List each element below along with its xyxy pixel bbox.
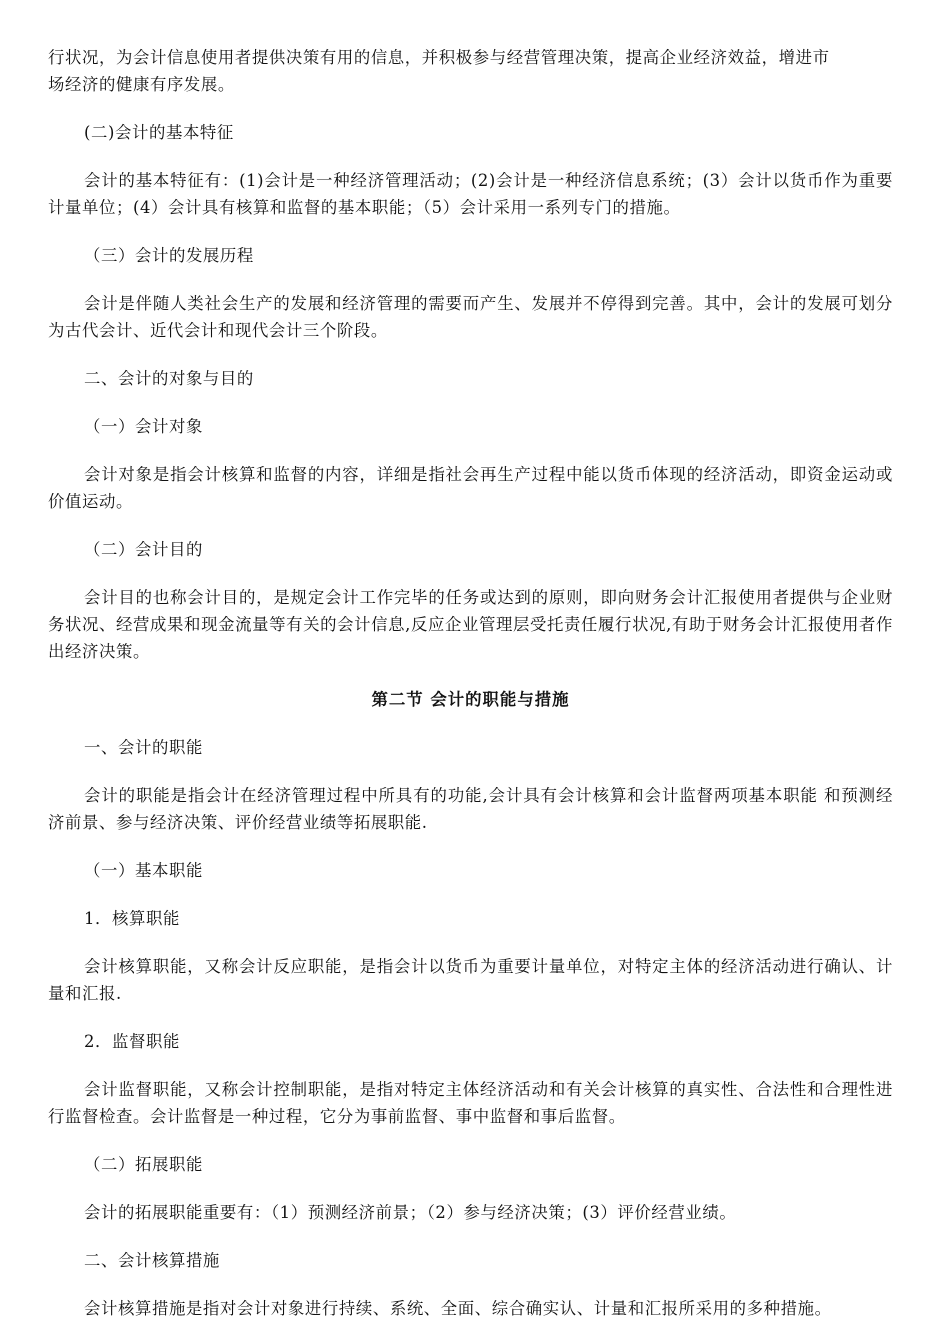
paragraph-accounting-function: [48, 953, 893, 1007]
document-page: [48, 44, 893, 1343]
subheading-accounting-purpose: （二）会计目的: [84, 540, 203, 559]
text-line: 计汇报使用者作出经济决策。: [48, 615, 893, 661]
paragraph-basic-characteristics: [48, 167, 893, 221]
text-line: 预测经济前景、参与经济决策、评价经营业绩等拓展职能.: [48, 786, 893, 832]
subheading-accounting-function: 1．核算职能: [84, 909, 180, 928]
paragraph-accounting-methods: [48, 1295, 893, 1322]
text-line: 会计的拓展职能重要有：（1）预测经济前景；（2）参与经济决策；(3）评价经营业绩。: [84, 1203, 737, 1222]
text-line: 会计的职能是指会计在经济管理过程中所具有的功能,会计具有会计核算和会计监督两项基本职能 和: [84, 786, 842, 805]
text-line: 会计对象是指会计核算和监督的内容，详细是指社会再生产过程中能以货币体现的经济活动，即资金: [84, 465, 842, 484]
paragraph-accounting-purpose: [48, 584, 893, 665]
subheading-development-history: （三）会计的发展历程: [84, 246, 254, 265]
paragraph-functions: [48, 782, 893, 836]
text-line: 会计核算措施是指对会计对象进行持续、系统、全面、综合确实认、计量和汇报所采用的多种措施。: [84, 1299, 832, 1318]
subheading-basic-functions: （一）基本职能: [84, 861, 203, 880]
text-line: 场经济的健康有序发展。: [48, 75, 235, 94]
text-line: 会计核算职能，又称会计反应职能，是指会计以货币为重要计量单位，对特定主体的经济活动进行确: [84, 957, 842, 976]
subheading-basic-characteristics: (二)会计的基本特征: [84, 123, 234, 142]
text-line: 理性进行监督检查。会计监督是一种过程，它分为事前监督、事中监督和事后监督。: [48, 1080, 893, 1126]
subheading-extended-functions: （二）拓展职能: [84, 1155, 203, 1174]
text-line: 行状况，为会计信息使用者提供决策有用的信息，并积极参与经营管理决策，提高企业经济效益，增进市: [48, 48, 830, 67]
text-line: 可划分为古代会计、近代会计和现代会计三个阶段。: [48, 294, 893, 340]
subheading-accounting-object: （一）会计对象: [84, 417, 203, 436]
text-line: 会计目的也称会计目的，是规定会计工作完毕的任务或达到的原则，即向财务会计汇报使用者提供与: [84, 588, 842, 607]
heading-functions: 一、会计的职能: [84, 738, 203, 757]
paragraph-extended-functions: [48, 1199, 893, 1226]
text-line: 会计是伴随人类社会生产的发展和经济管理的需要而产生、发展并不停得到完善。其中，会计的发展: [84, 294, 842, 313]
heading-object-and-purpose: 二、会计的对象与目的: [84, 369, 254, 388]
paragraph-supervision-function: [48, 1076, 893, 1130]
text-line: 企业财务状况、经营成果和现金流量等有关的会计信息,反应企业管理层受托责任履行状况,有助于财务会: [48, 588, 893, 634]
paragraph-accounting-object: [48, 461, 893, 515]
paragraph-continued: [48, 44, 893, 98]
text-line: 会计的基本特征有：(1)会计是一种经济管理活动；(2)会计是一种经济信息系统；(3）会计以货币作: [84, 171, 842, 190]
heading-accounting-methods: 二、会计核算措施: [84, 1251, 220, 1270]
section-title: 第二节 会计的职能与措施: [371, 690, 570, 709]
text-line: 为重要计量单位；(4）会计具有核算和监督的基本职能；（5）会计采用一系列专门的措施。: [48, 171, 893, 217]
paragraph-development-history: [48, 290, 893, 344]
subheading-supervision-function: 2．监督职能: [84, 1032, 180, 1051]
text-line: 会计监督职能，又称会计控制职能，是指对特定主体经济活动和有关会计核算的真实性、合法性和合: [84, 1080, 842, 1099]
text-line: 认、计量和汇报.: [48, 957, 893, 1003]
text-line: 运动或价值运动。: [48, 465, 893, 511]
